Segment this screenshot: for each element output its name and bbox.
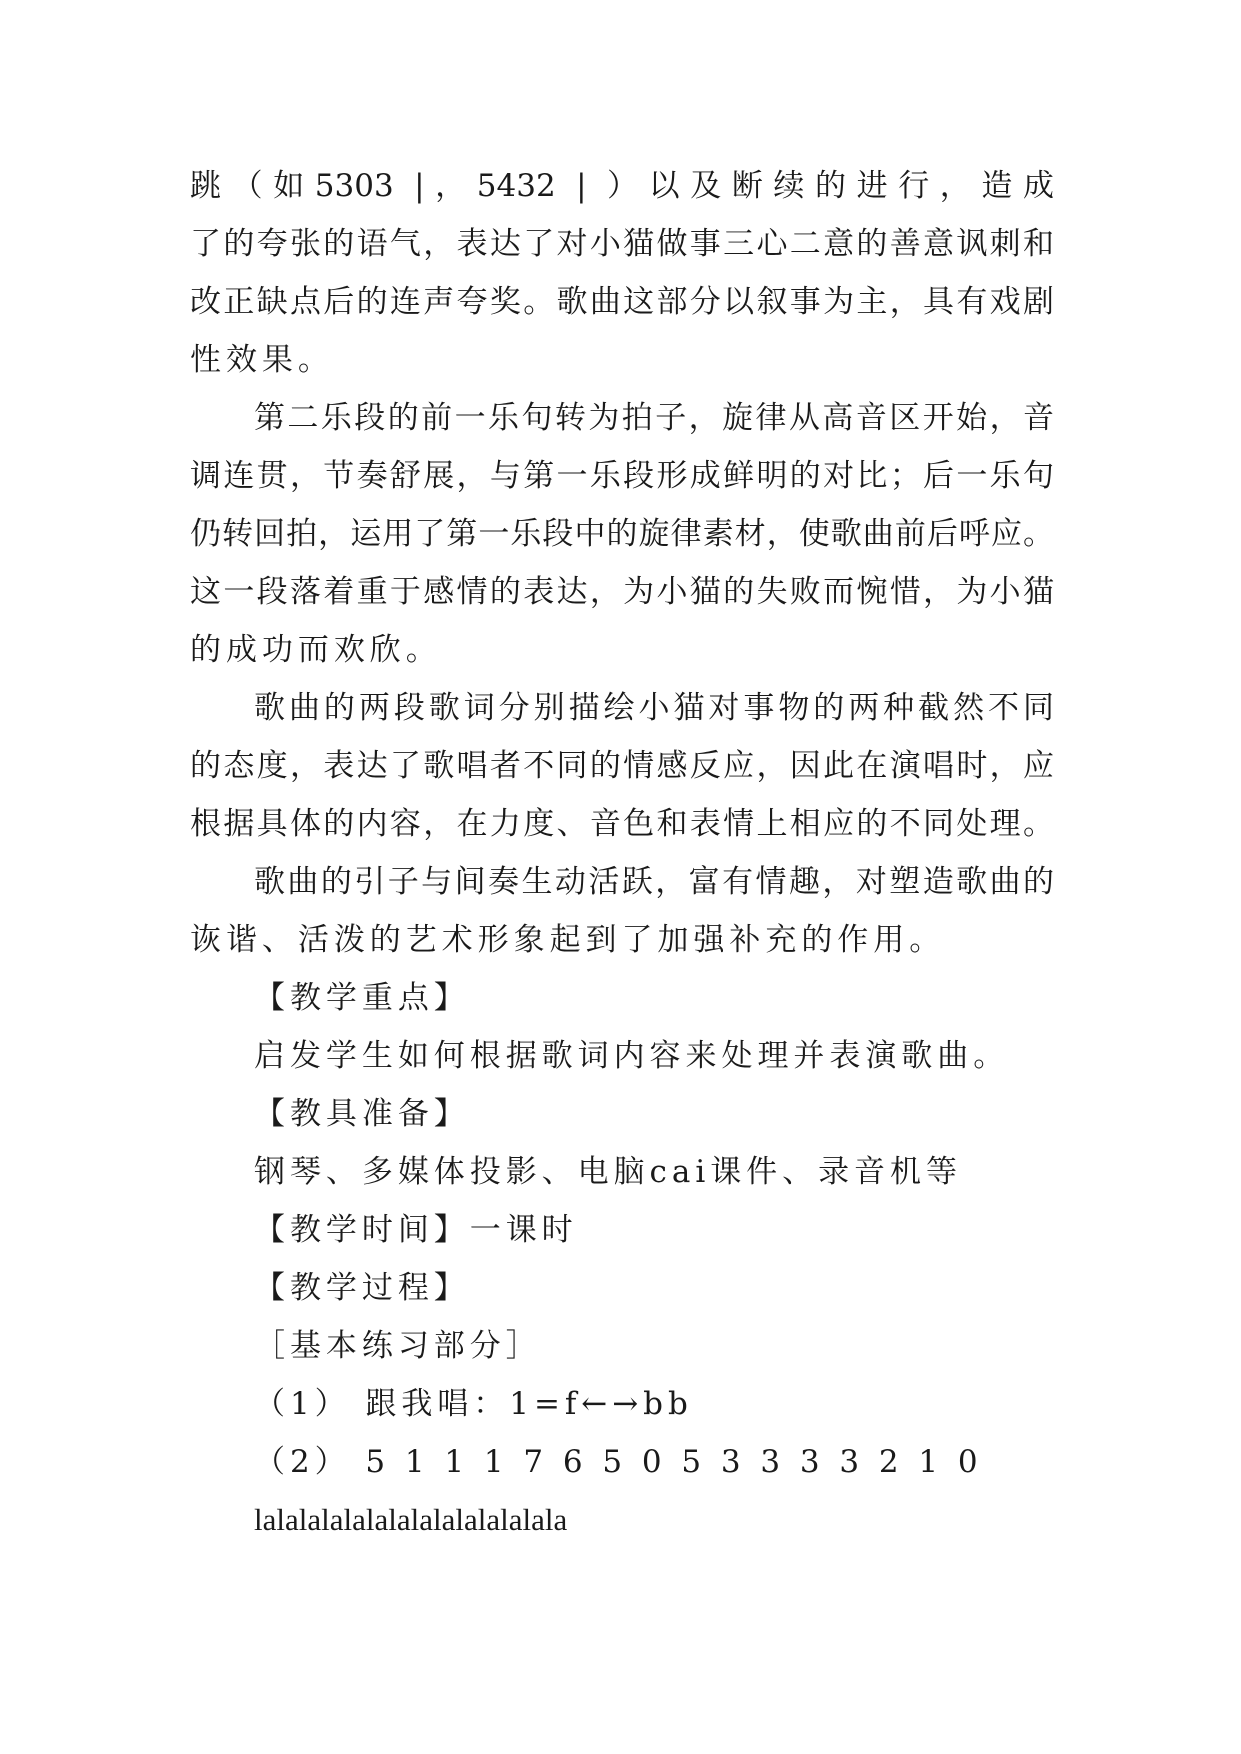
paragraph-2-line-1: 第二乐段的前一乐句转为拍子，旋律从高音区开始，音 xyxy=(254,400,1054,436)
paragraph-1-line-3: 改正缺点后的连声夸奖。歌曲这部分以叙事为主，具有戏剧 xyxy=(190,284,1054,320)
paragraph-2-line-4: 这一段落着重于感情的表达，为小猫的失败而惋惜，为小猫 xyxy=(190,574,1054,610)
paragraph-4-line-2: 诙谐、活泼的艺术形象起到了加强补充的作用。 xyxy=(190,922,946,958)
paragraph-1-line-4: 性效果。 xyxy=(190,342,334,378)
basic-practice-heading: ［基本练习部分］ xyxy=(254,1328,542,1364)
teaching-focus-text: 启发学生如何根据歌词内容来处理并表演歌曲。 xyxy=(254,1038,1010,1074)
paragraph-3-line-3: 根据具体的内容，在力度、音色和表情上相应的不同处理。 xyxy=(190,806,1054,842)
exercise-2-notation: （2） 5 1 1 1 7 6 5 0 5 3 3 3 3 2 1 0 xyxy=(254,1444,983,1480)
teaching-tools-heading: 【教具准备】 xyxy=(254,1096,470,1132)
exercise-1-line: （1） 跟我唱：1=f←→bb xyxy=(254,1386,693,1422)
syllable-line: lalalalalalalalalalalalalala xyxy=(254,1502,568,1537)
teaching-tools-text: 钢琴、多媒体投影、电脑cai课件、录音机等 xyxy=(254,1154,962,1190)
paragraph-3-line-1: 歌曲的两段歌词分别描绘小猫对事物的两种截然不同 xyxy=(254,690,1054,726)
paragraph-3-line-2: 的态度，表达了歌唱者不同的情感反应，因此在演唱时，应 xyxy=(190,748,1054,784)
teaching-time-line: 【教学时间】一课时 xyxy=(254,1212,578,1248)
paragraph-2-line-3: 仍转回拍，运用了第一乐段中的旋律素材，使歌曲前后呼应。 xyxy=(190,516,1054,552)
paragraph-2-line-5: 的成功而欢欣。 xyxy=(190,632,442,668)
teaching-focus-heading: 【教学重点】 xyxy=(254,980,470,1016)
paragraph-1-line-1: 跳（如5303 |，5432 | ）以及断续的进行，造成 xyxy=(190,168,1054,204)
paragraph-4-line-1: 歌曲的引子与间奏生动活跃，富有情趣，对塑造歌曲的 xyxy=(254,864,1054,900)
paragraph-1-line-2: 了的夸张的语气，表达了对小猫做事三心二意的善意讽刺和 xyxy=(190,226,1054,262)
teaching-process-heading: 【教学过程】 xyxy=(254,1270,470,1306)
paragraph-2-line-2: 调连贯，节奏舒展，与第一乐段形成鲜明的对比；后一乐句 xyxy=(190,458,1054,494)
